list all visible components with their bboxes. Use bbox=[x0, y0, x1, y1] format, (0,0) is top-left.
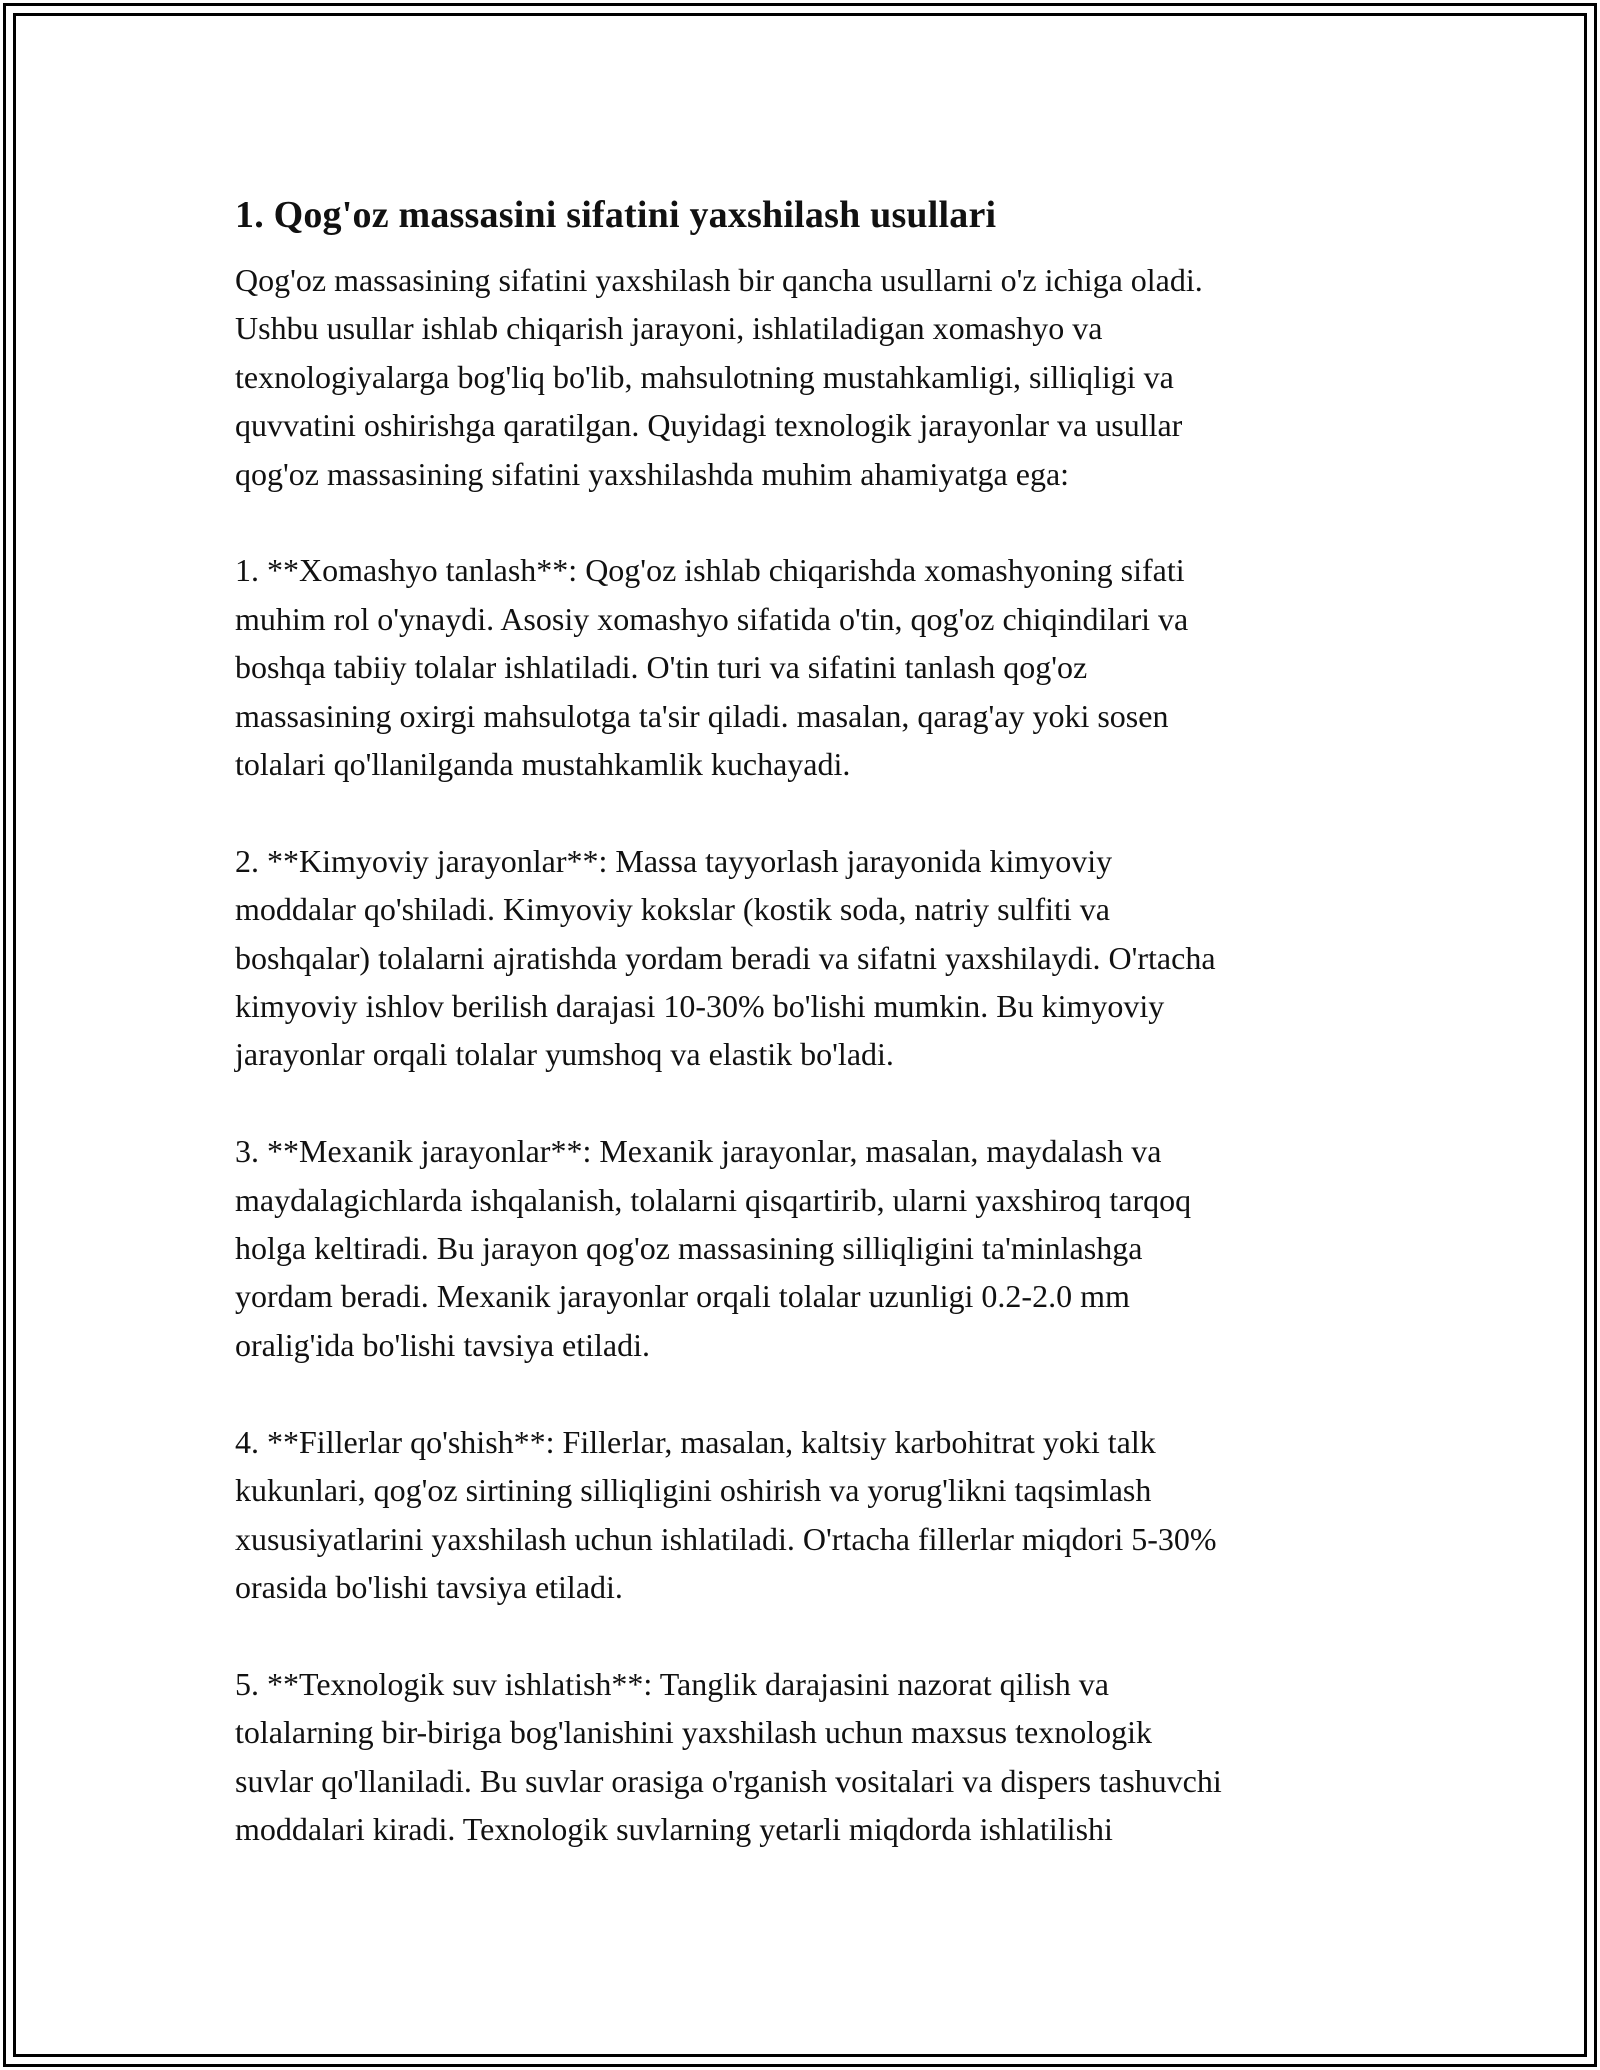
paragraph-item-5 bbox=[235, 1660, 1375, 1854]
paragraph-item-2 bbox=[235, 837, 1375, 1079]
paragraph-item-1 bbox=[235, 546, 1375, 788]
text-line: kukunlari, qog'oz sirtining silliqligini oshirish va yorug'likni taqsimlash bbox=[235, 1472, 1152, 1509]
text-line: orasida bo'lishi tavsiya etiladi. bbox=[235, 1568, 623, 1605]
text-line: 1. **Xomashyo tanlash**: Qog'oz ishlab chiqarishda xomashyoning sifati bbox=[235, 552, 1185, 589]
text-line: texnologiyalarga bog'liq bo'lib, mahsulotning mustahkamligi, silliqligi va bbox=[235, 358, 1174, 395]
text-line: Qog'oz massasining sifatini yaxshilash bir qancha usullarni o'z ichiga oladi. bbox=[235, 262, 1203, 298]
text-line: 5. **Texnologik suv ishlatish**: Tanglik darajasini nazorat qilish va bbox=[235, 1665, 1109, 1702]
text-line: boshqalar) tolalarni ajratishda yordam beradi va sifatni yaxshilaydi. O'rtacha bbox=[235, 939, 1216, 976]
document-title: 1. Qog'oz massasini sifatini yaxshilash usullari bbox=[235, 194, 997, 236]
text-line: kimyoviy ishlov berilish darajasi 10-30% bo'lishi mumkin. Bu kimyoviy bbox=[235, 988, 1165, 1025]
text-line: quvvatini oshirishga qaratilgan. Quyidagi texnologik jarayonlar va usullar bbox=[235, 407, 1183, 444]
text-line: qog'oz massasining sifatini yaxshilashda muhim ahamiyatga ega: bbox=[235, 455, 1070, 492]
text-line: yordam beradi. Mexanik jarayonlar orqali tolalar uzunligi 0.2-2.0 mm bbox=[235, 1278, 1130, 1315]
text-line: suvlar qo'llaniladi. Bu suvlar orasiga o'rganish vositalari va dispers tashuvchi bbox=[235, 1762, 1222, 1799]
paragraph-intro bbox=[235, 256, 1375, 498]
text-line: holga keltiradi. Bu jarayon qog'oz massasining silliqligini ta'minlashga bbox=[235, 1230, 1143, 1267]
text-line: 4. **Fillerlar qo'shish**: Fillerlar, masalan, kaltsiy karbohitrat yoki talk bbox=[235, 1423, 1156, 1460]
paragraph-item-3 bbox=[235, 1127, 1375, 1369]
text-line: jarayonlar orqali tolalar yumshoq va elastik bo'ladi. bbox=[235, 1036, 894, 1073]
text-line: moddalari kiradi. Texnologik suvlarning yetarli miqdorda ishlatilishi bbox=[235, 1810, 1113, 1847]
text-line: tolalarning bir-biriga bog'lanishini yaxshilash uchun maxsus texnologik bbox=[235, 1714, 1152, 1751]
text-line: oralig'ida bo'lishi tavsiya etiladi. bbox=[235, 1326, 650, 1363]
text-line: 2. **Kimyoviy jarayonlar**: Massa tayyorlash jarayonida kimyoviy bbox=[235, 842, 1113, 879]
paragraph-item-4 bbox=[235, 1418, 1375, 1612]
document-body bbox=[235, 184, 1375, 1902]
text-line: maydalagichlarda ishqalanish, tolalarni qisqartirib, ularni yaxshiroq tarqoq bbox=[235, 1181, 1192, 1218]
text-line: boshqa tabiiy tolalar ishlatiladi. O'tin turi va sifatini tanlash qog'oz bbox=[235, 649, 1088, 686]
text-line: 3. **Mexanik jarayonlar**: Mexanik jarayonlar, masalan, maydalash va bbox=[235, 1133, 1162, 1170]
text-line: massasining oxirgi mahsulotga ta'sir qiladi. masalan, qarag'ay yoki sosen bbox=[235, 697, 1169, 734]
text-line: muhim rol o'ynaydi. Asosiy xomashyo sifatida o'tin, qog'oz chiqindilari va bbox=[235, 600, 1189, 637]
text-line: xususiyatlarini yaxshilash uchun ishlatiladi. O'rtacha fillerlar miqdori 5-30% bbox=[235, 1520, 1217, 1557]
text-line: moddalar qo'shiladi. Kimyoviy kokslar (kostik soda, natriy sulfiti va bbox=[235, 891, 1110, 928]
text-line: tolalari qo'llanilganda mustahkamlik kuchayadi. bbox=[235, 746, 851, 783]
text-line: Ushbu usullar ishlab chiqarish jarayoni, ishlatiladigan xomashyo va bbox=[235, 310, 1103, 347]
